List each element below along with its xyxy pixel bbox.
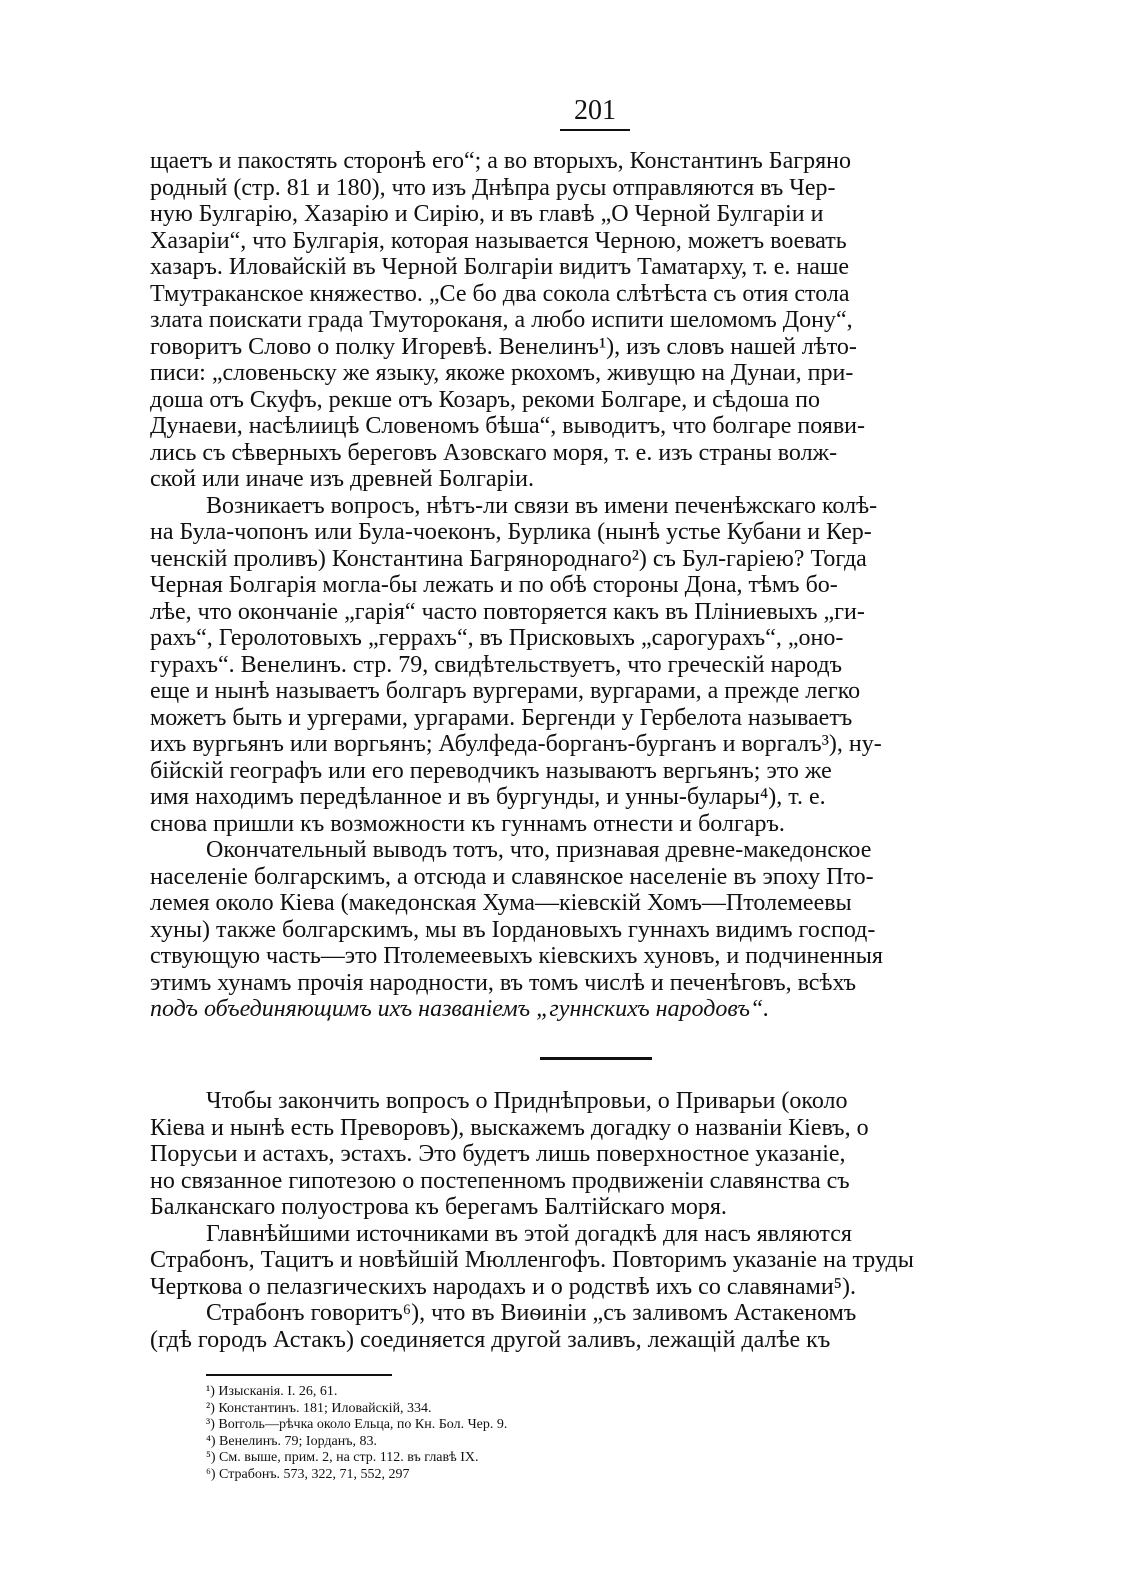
section-2 <box>150 1088 1048 1353</box>
text-line: бійскій географъ или его переводчикъ называютъ вергьянъ; это же <box>150 757 832 784</box>
text-line: лѣе, что окончаніе „гарія“ часто повторяется какъ въ Пліниевыхъ „ги- <box>150 598 865 625</box>
text-line: доша отъ Скуфъ, рекше отъ Козаръ, рекоми Болгаре, и сѣдоша по <box>150 386 820 413</box>
footnote-text: Страбонъ. 573, 322, 71, 552, 297 <box>219 1466 410 1482</box>
text-line: ствующую часть—это Птолемеевыхъ кіевскихъ хуновъ, и подчиненныя <box>150 943 883 969</box>
footnote-text: См. выше, прим. 2, на стр. 112. въ главѣ IX. <box>219 1450 479 1465</box>
text-line: Окончательный выводъ тотъ, что, признавая древне-македонское <box>206 837 872 863</box>
footnote-text: Borголь—рѣчка около Ельца, по Кн. Бол. Чер. 9. <box>218 1417 508 1432</box>
text-line: ную Булгарію, Хазарію и Сирію, и въ главѣ „О Черной Булгаріи и <box>150 201 824 227</box>
text-line: Кіева и нынѣ есть Преворовъ), выскажемъ догадку о названіи Кіевъ, о <box>150 1114 869 1141</box>
text-line: этимъ хунамъ прочія народности, въ томъ числѣ и печенѣговъ, всѣхъ <box>150 969 856 996</box>
footnote-text: Изысканія. I. 26, 61. <box>218 1384 338 1399</box>
footnote <box>206 1417 826 1434</box>
text-line: рахъ“, Геролотовыхъ „геррахъ“, въ Присковыхъ „сарогурахъ“, „оно- <box>150 625 844 651</box>
footnote <box>206 1467 826 1484</box>
footnote <box>206 1434 826 1451</box>
section-1 <box>150 148 1048 1023</box>
footnote-text: Венелинъ. 79; Іорданъ, 83. <box>219 1433 377 1449</box>
text-line: Дунаеви, насѣлиицѣ Словеномъ бѣша“, выводитъ, что болгаре появи- <box>150 413 865 439</box>
text-line: еще и нынѣ называетъ болгаръ вургерами, вургарами, а прежде легко <box>150 678 861 704</box>
text-line: писи: „словеньску же языку, якоже ркохомъ, живущю на Дунаи, при- <box>150 360 854 386</box>
text-line: хазаръ. Иловайскій въ Черной Болгаріи видитъ Таматарху, т. е. наше <box>150 254 850 280</box>
footnote-text: Константинъ. 181; Иловайскій, 334. <box>218 1400 432 1416</box>
text-line: Страбонъ говоритъ⁶), что въ Виѳиніи „съ заливомъ Астакеномъ <box>206 1300 857 1326</box>
text-line: Балканскаго полуострова къ берегамъ Балтійскаго моря. <box>150 1194 727 1220</box>
text-line: Тмутраканское княжество. „Се бо два сокола слѣтѣста съ отия стола <box>150 280 850 307</box>
footnote-mark: ⁴) <box>206 1433 216 1449</box>
text-line: Страбонъ, Тацитъ и новѣйшій Мюлленгофъ. Повторимъ указаніе на труды <box>150 1247 914 1273</box>
footnote-mark: ³) <box>206 1417 215 1432</box>
text-line: (гдѣ городъ Астакъ) соединяется другой заливъ, лежащій далѣе къ <box>150 1326 831 1353</box>
text-line: Хазаріи“, что Булгарія, которая называется Черною, можетъ воевать <box>150 227 847 254</box>
text-line: Порусьи и астахъ, эстахъ. Это будетъ лишь поверхностное указаніе, <box>150 1141 846 1167</box>
footnotes <box>206 1384 826 1483</box>
text-line: ихъ вургьянъ или воргьянъ; Абулфеда-борганъ-бурганъ и воргалъ³), ну- <box>150 731 882 757</box>
text-line: ской или иначе изъ древней Болгаріи. <box>150 466 535 492</box>
text-line: на Була-чопонъ или Була-чоеконъ, Бурлика (нынѣ устье Кубани и Кер- <box>150 519 872 545</box>
footnote <box>206 1384 826 1401</box>
footnote-mark: ⁶) <box>206 1466 216 1482</box>
text-line: лись съ сѣверныхъ береговъ Азовскаго моря, т. е. изъ страны волж- <box>150 439 838 466</box>
text-line: Черная Болгарія могла-бы лежать и по обѣ стороны Дона, тѣмъ бо- <box>150 572 838 598</box>
text-line: родный (стр. 81 и 180), что изъ Днѣпра русы отправляются въ Чер- <box>150 174 836 201</box>
text-line: Черткова о пелазгическихъ народахъ и о родствѣ ихъ со славянами⁵). <box>150 1273 857 1300</box>
text-line: имя находимъ передѣланное и въ бургунды, и унны-булары⁴), т. е. <box>150 784 826 810</box>
text-line: можетъ быть и ургерами, ургарами. Бергенди у Гербелота называетъ <box>150 704 853 731</box>
text-line: ченскій проливъ) Константина Багрянороднаго²) съ Бул-гаріею? Тогда <box>150 545 867 572</box>
page-number: 201 <box>560 96 630 131</box>
text-line: гурахъ“. Венелинъ. стр. 79, свидѣтельствуетъ, что греческій народъ <box>150 651 843 678</box>
footnote-mark: ⁵) <box>206 1450 216 1465</box>
text-line: Чтобы закончить вопросъ о Приднѣпровьи, о Приварьи (около <box>206 1088 848 1114</box>
section-divider <box>540 1057 652 1060</box>
footnote-mark: ²) <box>206 1400 215 1416</box>
footnote-divider <box>206 1374 392 1376</box>
text-line: злата поискати града Тмутороканя, а любо испити шеломомъ Дону“, <box>150 307 853 333</box>
footnote <box>206 1401 826 1418</box>
text-line: населеніе болгарскимъ, а отсюда и славянское населеніе въ эпоху Пто- <box>150 863 874 890</box>
text-line: хуны) также болгарскимъ, мы въ Іордановыхъ гуннахъ видимъ господ- <box>150 916 876 943</box>
text-line: щаетъ и пакостять сторонѣ его“; а во вторыхъ, Константинъ Багряно <box>150 148 851 174</box>
text-line: Возникаетъ вопросъ, нѣтъ-ли связи въ имени печенѣжскаго колѣ- <box>206 492 878 519</box>
text-line: снова пришли къ возможности къ гуннамъ отнести и болгаръ. <box>150 810 785 837</box>
footnote <box>206 1450 826 1467</box>
text-line: говоритъ Слово о полку Игоревѣ. Венелинъ¹), изъ словъ нашей лѣто- <box>150 333 857 360</box>
text-line: но связанное гипотезою о постепенномъ продвиженіи славянства съ <box>150 1167 850 1194</box>
text-line: Главнѣйшими источниками въ этой догадкѣ для насъ являются <box>206 1220 852 1247</box>
footnote-mark: ¹) <box>206 1384 215 1399</box>
text-line: подъ объединяющимъ ихъ названіемъ „гуннскихъ народовъ“. <box>150 996 770 1022</box>
text-line: лемея около Кіева (македонская Хума—кіевскій Хомъ—Птолемеевы <box>150 890 852 916</box>
